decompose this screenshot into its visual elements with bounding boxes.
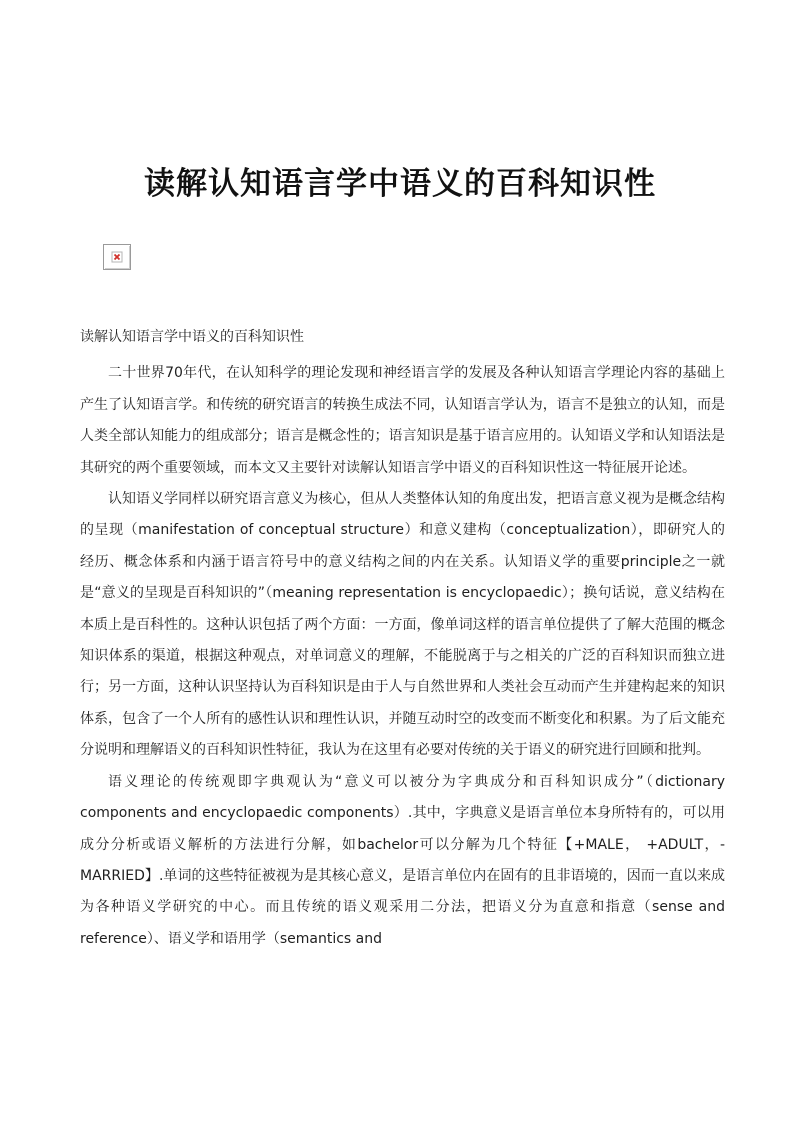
broken-image-icon [103, 244, 131, 270]
document-title: 读解认知语言学中语义的百科知识性 [144, 166, 656, 202]
document-subtitle: 读解认知语言学中语义的百科知识性 [80, 329, 304, 345]
paragraph-3: 语义理论的传统观即字典观认为“意义可以被分为字典成分和百科知识成分”（dictionary components and encyclopaedic components）.其中，字典意义是语言单位本身所特有的，可以用成分分析或语义解析的方法进行分解，如bachelor可以分解为几个特征【+MALE， +ADULT，-MARRIED】.单词的这些特征被视为是其核心意义，是语言单位内在固有的且非语境的，因而一直以来成为各种语义学研究的中心。而且传统的语义观采用二分法，把语义分为直意和指意（sense and reference）、语义学和语用学（semantics and [80, 773, 725, 947]
document-body [80, 322, 725, 955]
paragraph-2: 认知语义学同样以研究语言意义为核心，但从人类整体认知的角度出发，把语言意义视为是概念结构的呈现（manifestation of conceptual structure）和意义建构（conceptualization），即研究人的经历、概念体系和内涵于语言符号中的意义结构之间的内在关系。认知语义学的重要principle之一就是“意义的呈现是百科知识的”（meaning representation is encyclopaedic）；换句话说，意义结构在本质上是百科性的。这种认识包括了两个方面：一方面，像单词这样的语言单位提供了了解大范围的概念知识体系的渠道，根据这种观点，对单词意义的理解，不能脱离于与之相关的广泛的百科知识而独立进行；另一方面，这种认识坚持认为百科知识是由于人与自然世界和人类社会互动而产生并建构起来的知识体系，包含了一个人所有的感性认识和理性认识，并随互动时空的改变而不断变化和积累。为了后文能充分说明和理解语义的百科知识性特征，我认为在这里有必要对传统的关于语义的研究进行回顾和批判。 [80, 491, 725, 759]
broken-image-glyph [105, 246, 129, 268]
paragraph-1: 二十世界70年代，在认知科学的理论发现和神经语言学的发展及各种认知语言学理论内容的基础上产生了认知语言学。和传统的研究语言的转换生成法不同，认知语言学认为，语言不是独立的认知，而是人类全部认知能力的组成部分；语言是概念性的；语言知识是基于语言应用的。认知语义学和认知语法是其研究的两个重要领域，而本文又主要针对读解认知语言学中语义的百科知识性这一特征展开论述。 [80, 365, 725, 476]
